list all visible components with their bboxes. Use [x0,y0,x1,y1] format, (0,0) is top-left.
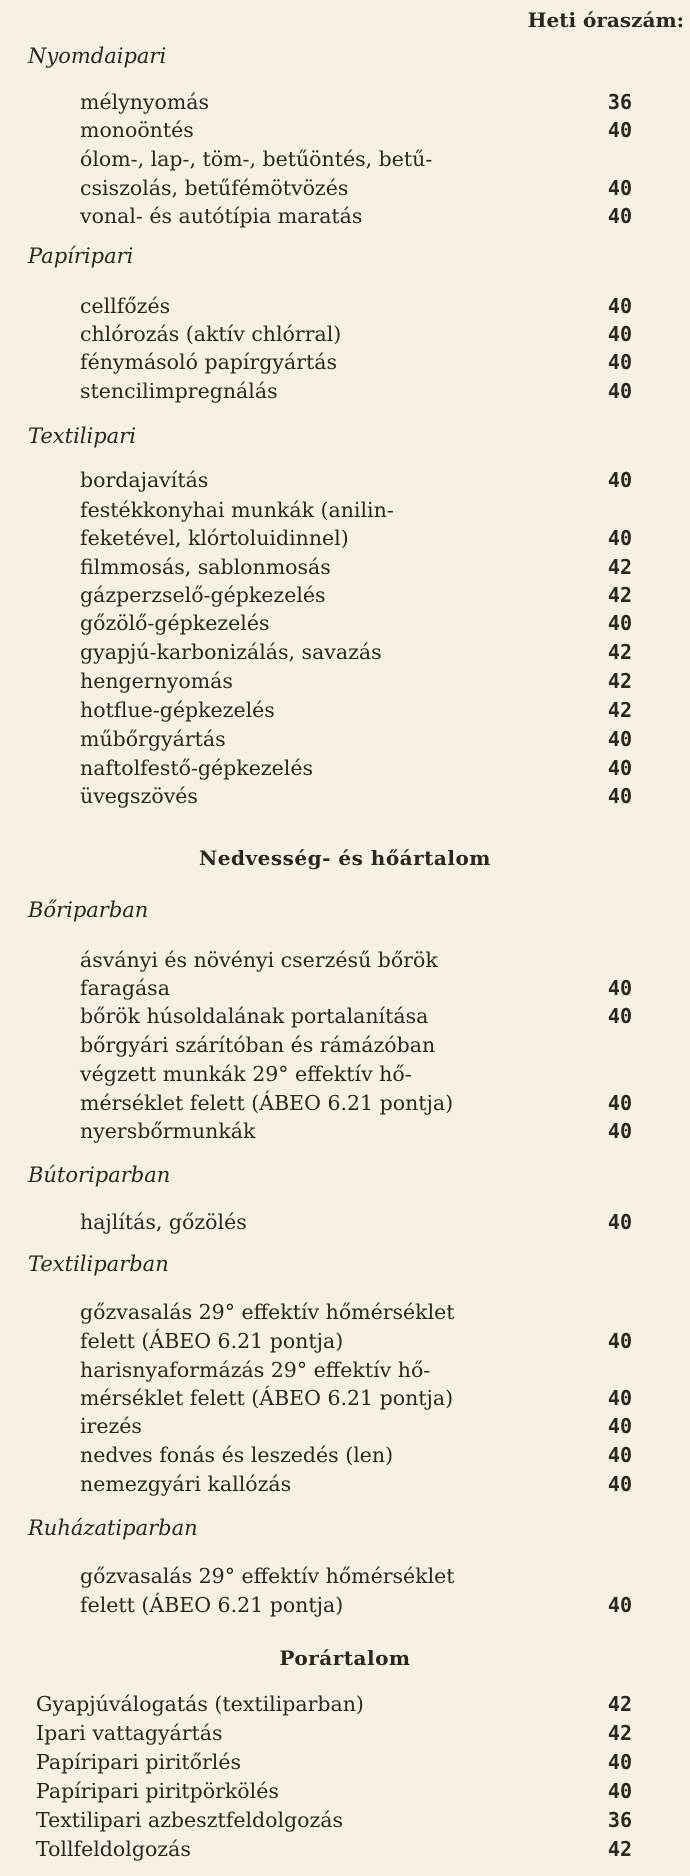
section-heading-nedvesseg: Nedvesség- és hőártalom [199,846,491,870]
section-heading-porartalom: Porártalom [279,1646,411,1670]
category-ruhazatiparban: Ruházatiparban [28,1516,198,1540]
category-nyomdaipari: Nyomdaipari [28,44,167,68]
category-papiripari: Papíripari [28,244,134,268]
category-butoriparban: Bútoriparban [28,1163,171,1187]
category-textilipari: Textilipari [28,424,136,448]
category-textiliparban: Textiliparban [28,1252,169,1276]
category-boriparban: Bőriparban [28,898,149,922]
document-page: Heti óraszám: Nyomdaipari mélynyomás 36 monoöntés 40 ólom-, lap-, töm-, betűöntés, betű- csiszolás, betűfémötvözés 40 vonal- és autótípia maratás 40 Papíripari cellfőzés 40 chlórozás (aktív chlórral) 40 fénymásoló papírgyártás 40 stencilimpregnálás 40 Textilipari bordajavítás 40 festékkonyhai munkák (anilin- feketével, klórtoluidinnel) 40 filmmosás, sablonmosás 42 gázperzselő-gépkezelés 42 gőzölő-gépkezelés 40 gyapjú-karbonizálás, savazás 42 hengernyomás 42 hotflue-gépkezelés 42 műbőrgyártás 40 naftolfestő-gépkezelés 40 üvegszövés 40 Nedvesség- és hőártalom Bőriparban ásványi és növényi cserzésű bőrök faragása 40 bőrök húsoldalának portalanítása 40 bőrgyári szárítóban és rámázóban végzett munkák 29° effektív hő- mérséklet felett (ÁBEO 6.21 pontja) 40 nyersbőrmunkák 40 Bútoriparban hajlítás, gőzölés 40 Textiliparban gőzvasalás 29° effektív hőmérséklet felett (ÁBEO 6.21 pontja) 40 harisnyaformázás 29° effektív hő- mérséklet felett (ÁBEO 6.21 pontja) 40 irezés 40 nedves fonás és leszedés (len) 40 nemezgyári kallózás 40 Ruházatiparban gőzvasalás 29° effektív hőmérséklet felett (ÁBEO 6.21 pontja) 40 Porártalom Gyapjúválogatás (textiliparban) 42 Ipari vattagyártás 42 Papíripari piritőrlés 40 Papíripari piritpörkölés 40 Textilipari azbesztfeldolgozás 36 Tollfeldolgozás 42 [0,0,690,1876]
column-header-weekly-hours: Heti óraszám: [527,8,684,32]
